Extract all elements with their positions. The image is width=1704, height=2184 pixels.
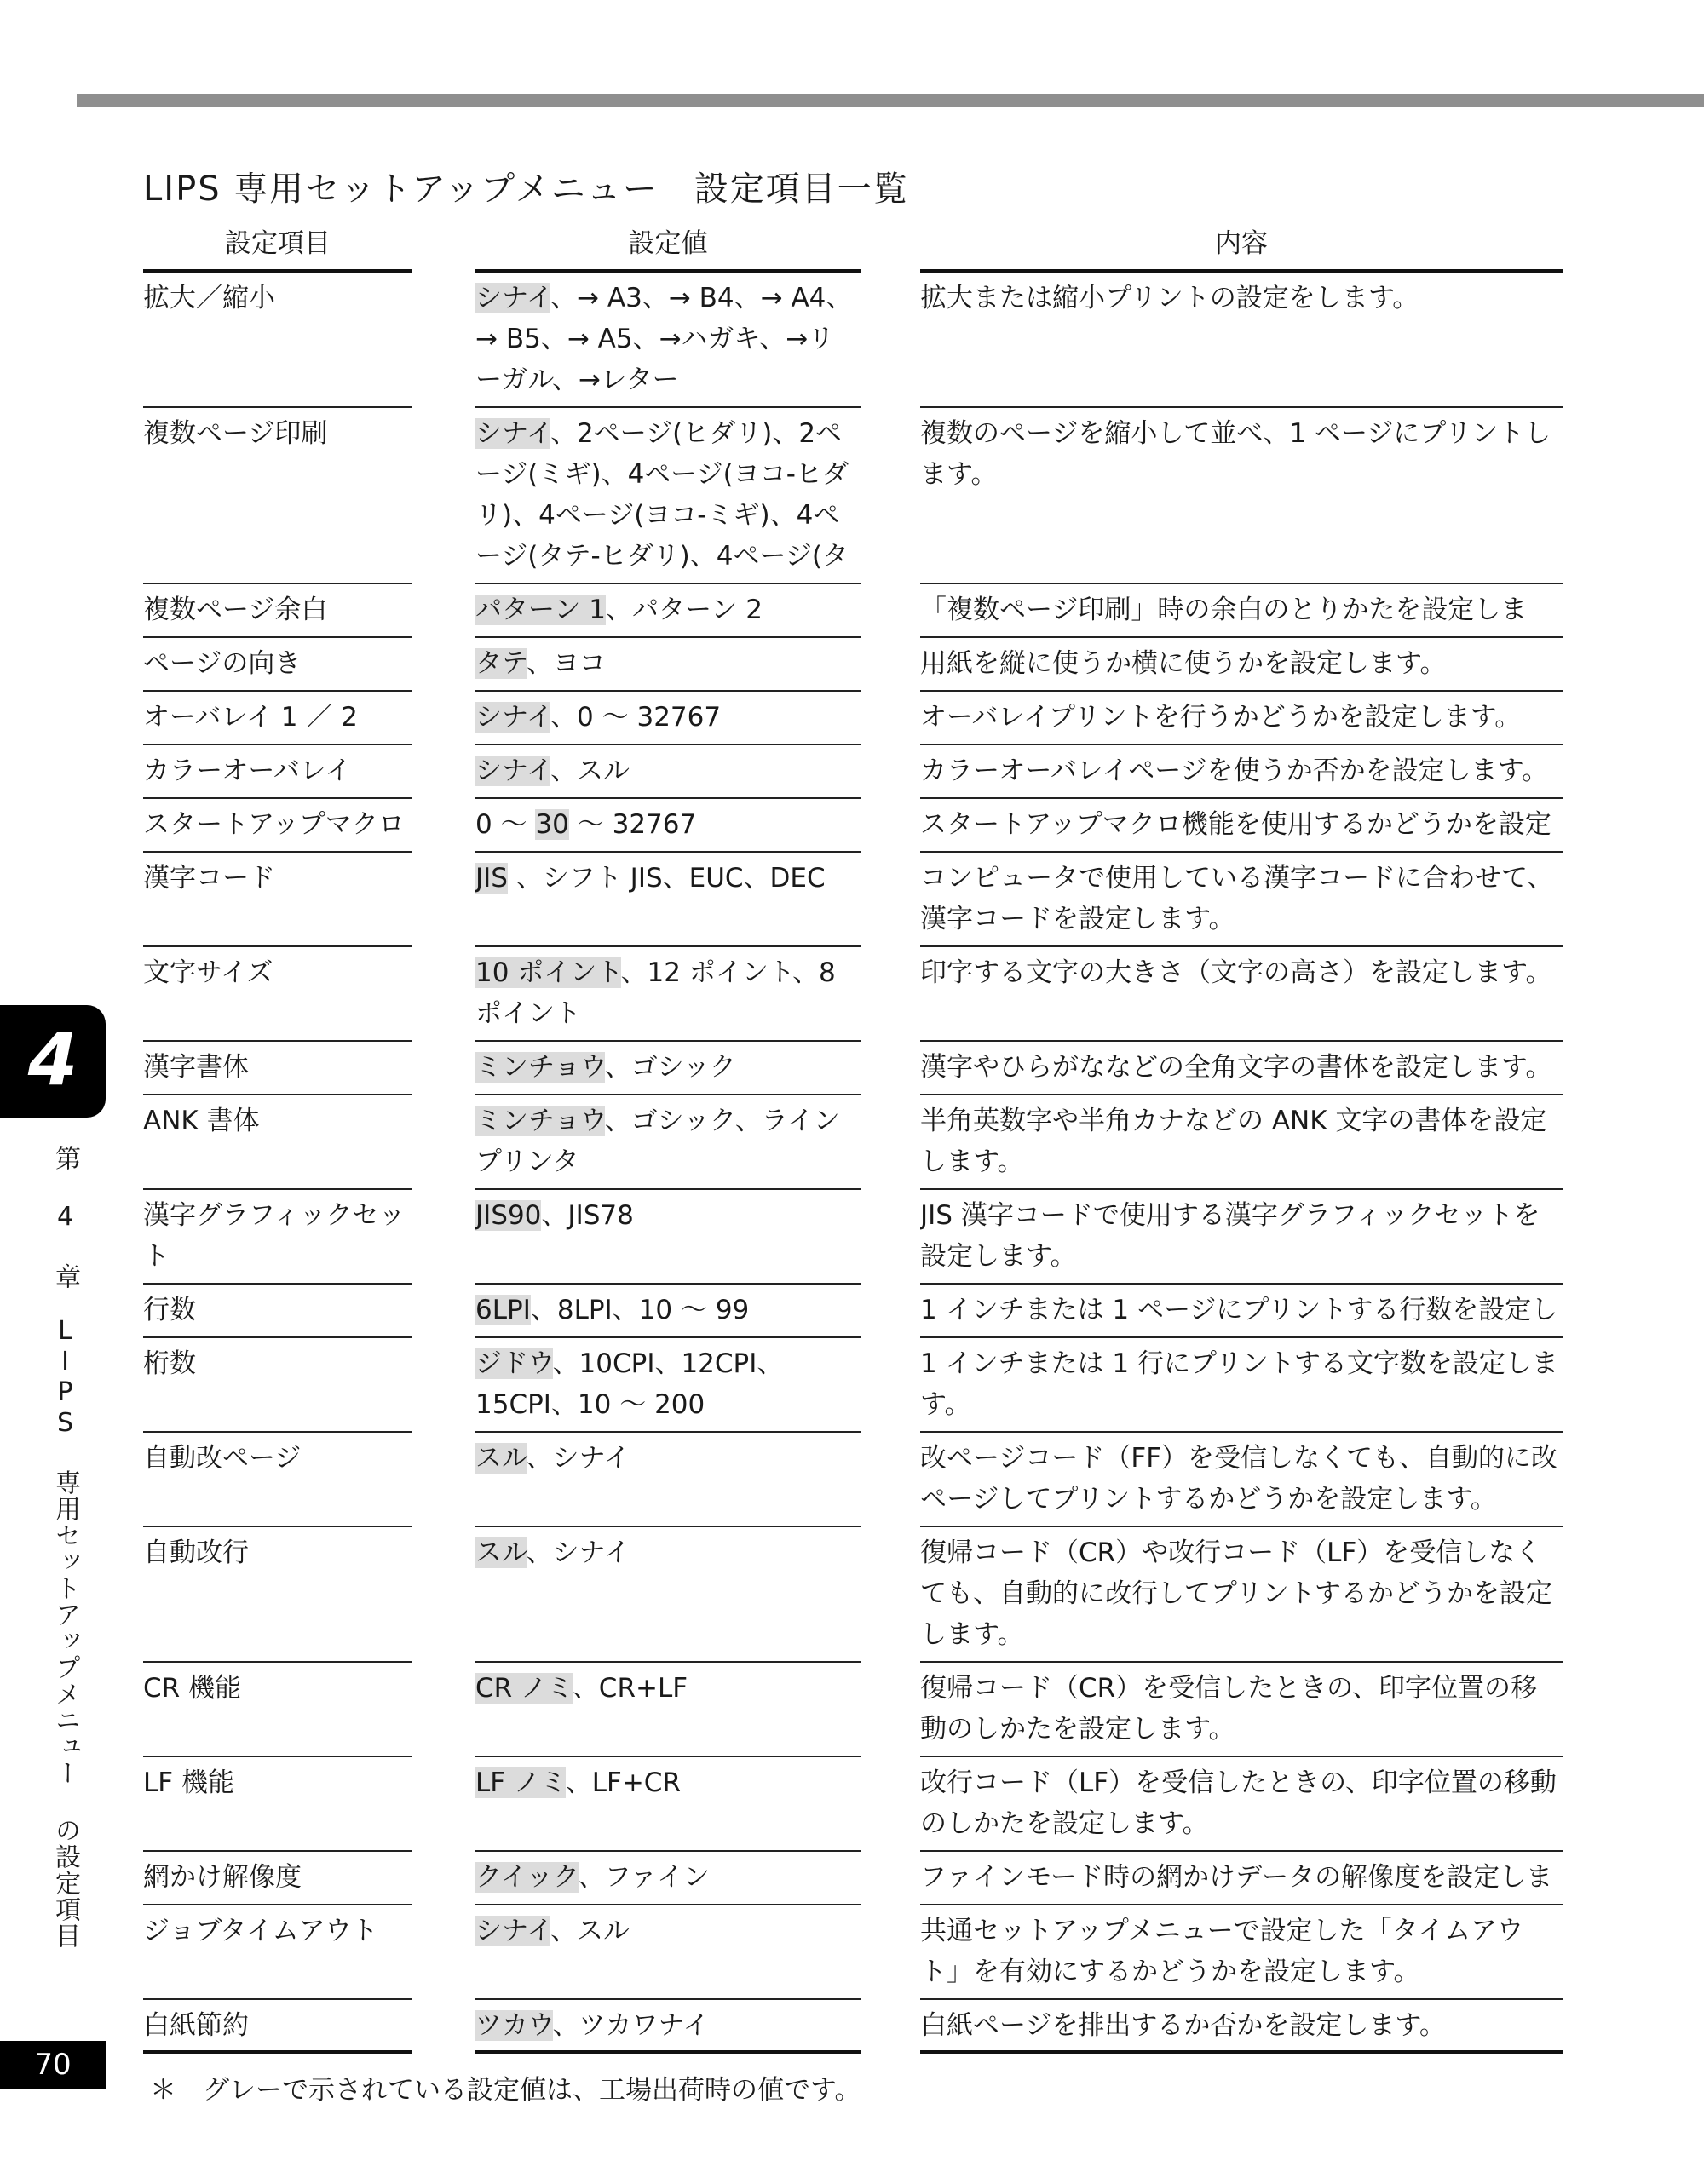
default-value: スル: [475, 1537, 527, 1568]
chapter-number: 4: [27, 1018, 78, 1101]
table-row: [143, 1042, 1563, 1095]
default-value: シナイ: [475, 283, 551, 313]
default-value: クイック: [475, 1862, 579, 1893]
setting-description: 「複数ページ印刷」時の余白のとりかたを設定しま: [920, 584, 1563, 638]
setting-values: [475, 1663, 861, 1757]
default-value: JIS: [475, 863, 508, 894]
default-value: 30: [535, 809, 569, 840]
other-values: 、12 ポイント、8 ポイント: [475, 957, 836, 1029]
section-title: LIPS 専用セットアップメニュー 設定項目一覧: [143, 170, 909, 209]
other-values: 、ファイン: [578, 1862, 710, 1893]
other-values: 、ゴシック: [604, 1052, 736, 1083]
table-row: [143, 853, 1563, 947]
setting-values: [475, 1190, 861, 1285]
table-row: [143, 1757, 1563, 1852]
setting-description: コンピュータで使用している漢字コードに合わせて、漢字コードを設定します。: [920, 853, 1563, 947]
other-values: 、ヨコ: [526, 648, 606, 679]
setting-values: [475, 1433, 861, 1527]
setting-item: ジョブタイムアウト: [143, 1905, 412, 2000]
setting-item: 桁数: [143, 1338, 412, 1433]
setting-values: [475, 853, 861, 947]
default-value: JIS90: [475, 1200, 542, 1231]
default-value: 10 ポイント: [475, 957, 621, 988]
setting-item: 漢字グラフィックセット: [143, 1190, 412, 1285]
setting-item: オーバレイ 1 ／ 2: [143, 692, 412, 745]
setting-description: 複数のページを縮小して並べ、1 ページにプリントします。: [920, 408, 1563, 584]
other-values: 、ゴシック、ラインプリンタ: [475, 1106, 840, 1177]
default-value: シナイ: [475, 1916, 551, 1946]
value-prefix: 0 ～: [475, 809, 536, 840]
settings-table: [143, 223, 1563, 2041]
page-number: 70: [34, 2048, 72, 2082]
setting-description: 復帰コード（CR）や改行コード（LF）を受信しなくても、自動的に改行してプリントするかどうかを設定します。: [920, 1527, 1563, 1663]
setting-item: 漢字コード: [143, 853, 412, 947]
setting-values: [475, 1527, 861, 1663]
default-value: ツカウ: [475, 2010, 553, 2041]
table-row: [143, 692, 1563, 745]
setting-description: 改ページコード（FF）を受信しなくても、自動的に改ページしてプリントするかどうかを設定します。: [920, 1433, 1563, 1527]
other-values: 、JIS78: [541, 1200, 634, 1231]
setting-values: [475, 1095, 861, 1190]
setting-description: 1 インチまたは 1 ページにプリントする行数を設定し: [920, 1285, 1563, 1338]
table-row: [143, 1433, 1563, 1527]
table-row: [143, 1527, 1563, 1663]
other-values: 、0 ～ 32767: [550, 702, 722, 733]
default-value: LF ノミ: [475, 1767, 566, 1798]
setting-item: 漢字書体: [143, 1042, 412, 1095]
header-description: 内容: [920, 223, 1563, 273]
setting-values: [475, 1338, 861, 1433]
table-row: [143, 947, 1563, 1042]
setting-description: 復帰コード（CR）を受信したときの、印字位置の移動のしかたを設定します。: [920, 1663, 1563, 1757]
other-values: 、シナイ: [526, 1537, 630, 1568]
table-row: [143, 1190, 1563, 1285]
table-row: [143, 1285, 1563, 1338]
other-values: 、2ページ(ヒダリ)、2ページ(ミギ)、4ページ(ヨコ-ヒダリ)、4ページ(ヨコ-ミギ)、4ページ(タテ-ヒダリ)、4ページ(タ: [475, 418, 849, 572]
table-row: [143, 584, 1563, 638]
table-header: [143, 223, 1563, 273]
setting-item: CR 機能: [143, 1663, 412, 1757]
table-row: [143, 1663, 1563, 1757]
setting-values: [475, 799, 861, 853]
default-value: パターン 1: [475, 595, 606, 625]
setting-description: カラーオーバレイページを使うか否かを設定します。: [920, 745, 1563, 799]
setting-values: [475, 1852, 861, 1905]
header-value: 設定値: [475, 223, 861, 273]
top-rule: [77, 94, 1704, 107]
setting-item: 自動改ページ: [143, 1433, 412, 1527]
other-values: 、LF+CR: [565, 1767, 681, 1798]
setting-item: 複数ページ余白: [143, 584, 412, 638]
setting-description: 共通セットアップメニューで設定した「タイムアウト」を有効にするかどうかを設定します。: [920, 1905, 1563, 2000]
setting-values: [475, 1285, 861, 1338]
setting-item: LF 機能: [143, 1757, 412, 1852]
setting-item: ANK 書体: [143, 1095, 412, 1190]
default-value: CR ノミ: [475, 1673, 573, 1704]
setting-values: [475, 638, 861, 692]
setting-item: カラーオーバレイ: [143, 745, 412, 799]
setting-item: 自動改行: [143, 1527, 412, 1663]
default-value: シナイ: [475, 756, 551, 786]
header-item: 設定項目: [143, 223, 412, 273]
default-value: ミンチョウ: [475, 1106, 605, 1136]
other-values: 、ツカワナイ: [552, 2010, 710, 2041]
other-values: 、CR+LF: [572, 1673, 688, 1704]
setting-item: 拡大／縮小: [143, 273, 412, 408]
setting-description: 用紙を縦に使うか横に使うかを設定します。: [920, 638, 1563, 692]
setting-description: ファインモード時の網かけデータの解像度を設定しま: [920, 1852, 1563, 1905]
other-values: ～ 32767: [568, 809, 697, 840]
setting-description: 白紙ページを排出するか否かを設定します。: [920, 2000, 1563, 2054]
setting-values: [475, 584, 861, 638]
setting-values: [475, 1757, 861, 1852]
setting-values: [475, 1042, 861, 1095]
other-values: 、シナイ: [526, 1443, 630, 1474]
setting-item: 網かけ解像度: [143, 1852, 412, 1905]
default-value: シナイ: [475, 702, 551, 733]
default-value: ジドウ: [475, 1348, 553, 1379]
table-row: [143, 1095, 1563, 1190]
table-row: [143, 273, 1563, 408]
table-row: [143, 408, 1563, 584]
other-values: 、シフト JIS、EUC、DEC: [507, 863, 826, 894]
table-row: [143, 1338, 1563, 1433]
setting-description: 改行コード（LF）を受信したときの、印字位置の移動のしかたを設定します。: [920, 1757, 1563, 1852]
setting-description: オーバレイプリントを行うかどうかを設定します。: [920, 692, 1563, 745]
setting-description: 1 インチまたは 1 行にプリントする文字数を設定します。: [920, 1338, 1563, 1433]
default-value: タテ: [475, 648, 527, 679]
setting-description: 漢字やひらがななどの全角文字の書体を設定します。: [920, 1042, 1563, 1095]
setting-values: [475, 408, 861, 584]
other-values: 、スル: [550, 1916, 630, 1946]
setting-item: 白紙節約: [143, 2000, 412, 2054]
setting-description: スタートアップマクロ機能を使用するかどうかを設定: [920, 799, 1563, 853]
table-row: [143, 1852, 1563, 1905]
setting-item: 行数: [143, 1285, 412, 1338]
setting-item: 複数ページ印刷: [143, 408, 412, 584]
setting-item: ページの向き: [143, 638, 412, 692]
chapter-label: 第 4 章 LIPS 専用セットアップメニュー の設定項目: [50, 1145, 80, 1949]
footnote: ＊ グレーで示されている設定値は、工場出荷時の値です。: [150, 2075, 861, 2106]
setting-description: 印字する文字の大きさ（文字の高さ）を設定します。: [920, 947, 1563, 1042]
default-value: 6LPI: [475, 1295, 531, 1325]
other-values: 、→ A3、→ B4、→ A4、→ B5、→ A5、→ハガキ、→リーガル、→レター: [475, 283, 853, 395]
setting-values: [475, 2000, 861, 2054]
other-values: 、スル: [550, 756, 630, 786]
setting-item: スタートアップマクロ: [143, 799, 412, 853]
setting-description: 半角英数字や半角カナなどの ANK 文字の書体を設定します。: [920, 1095, 1563, 1190]
default-value: スル: [475, 1443, 527, 1474]
table-row: [143, 745, 1563, 799]
table-row: [143, 799, 1563, 853]
other-values: 、パターン 2: [605, 595, 763, 625]
setting-values: [475, 273, 861, 408]
table-row: [143, 2000, 1563, 2054]
setting-description: JIS 漢字コードで使用する漢字グラフィックセットを設定します。: [920, 1190, 1563, 1285]
default-value: シナイ: [475, 418, 551, 449]
default-value: ミンチョウ: [475, 1052, 605, 1083]
table-body: [143, 273, 1563, 2054]
setting-description: 拡大または縮小プリントの設定をします。: [920, 273, 1563, 408]
table-row: [143, 1905, 1563, 2000]
other-values: 、8LPI、10 ～ 99: [530, 1295, 750, 1325]
setting-values: [475, 947, 861, 1042]
setting-values: [475, 1905, 861, 2000]
table-row: [143, 638, 1563, 692]
other-values: 、10CPI、12CPI、15CPI、10 ～ 200: [475, 1348, 784, 1420]
page-number-box: [0, 2041, 106, 2089]
chapter-tab: [0, 1005, 106, 1118]
setting-values: [475, 692, 861, 745]
setting-values: [475, 745, 861, 799]
setting-item: 文字サイズ: [143, 947, 412, 1042]
